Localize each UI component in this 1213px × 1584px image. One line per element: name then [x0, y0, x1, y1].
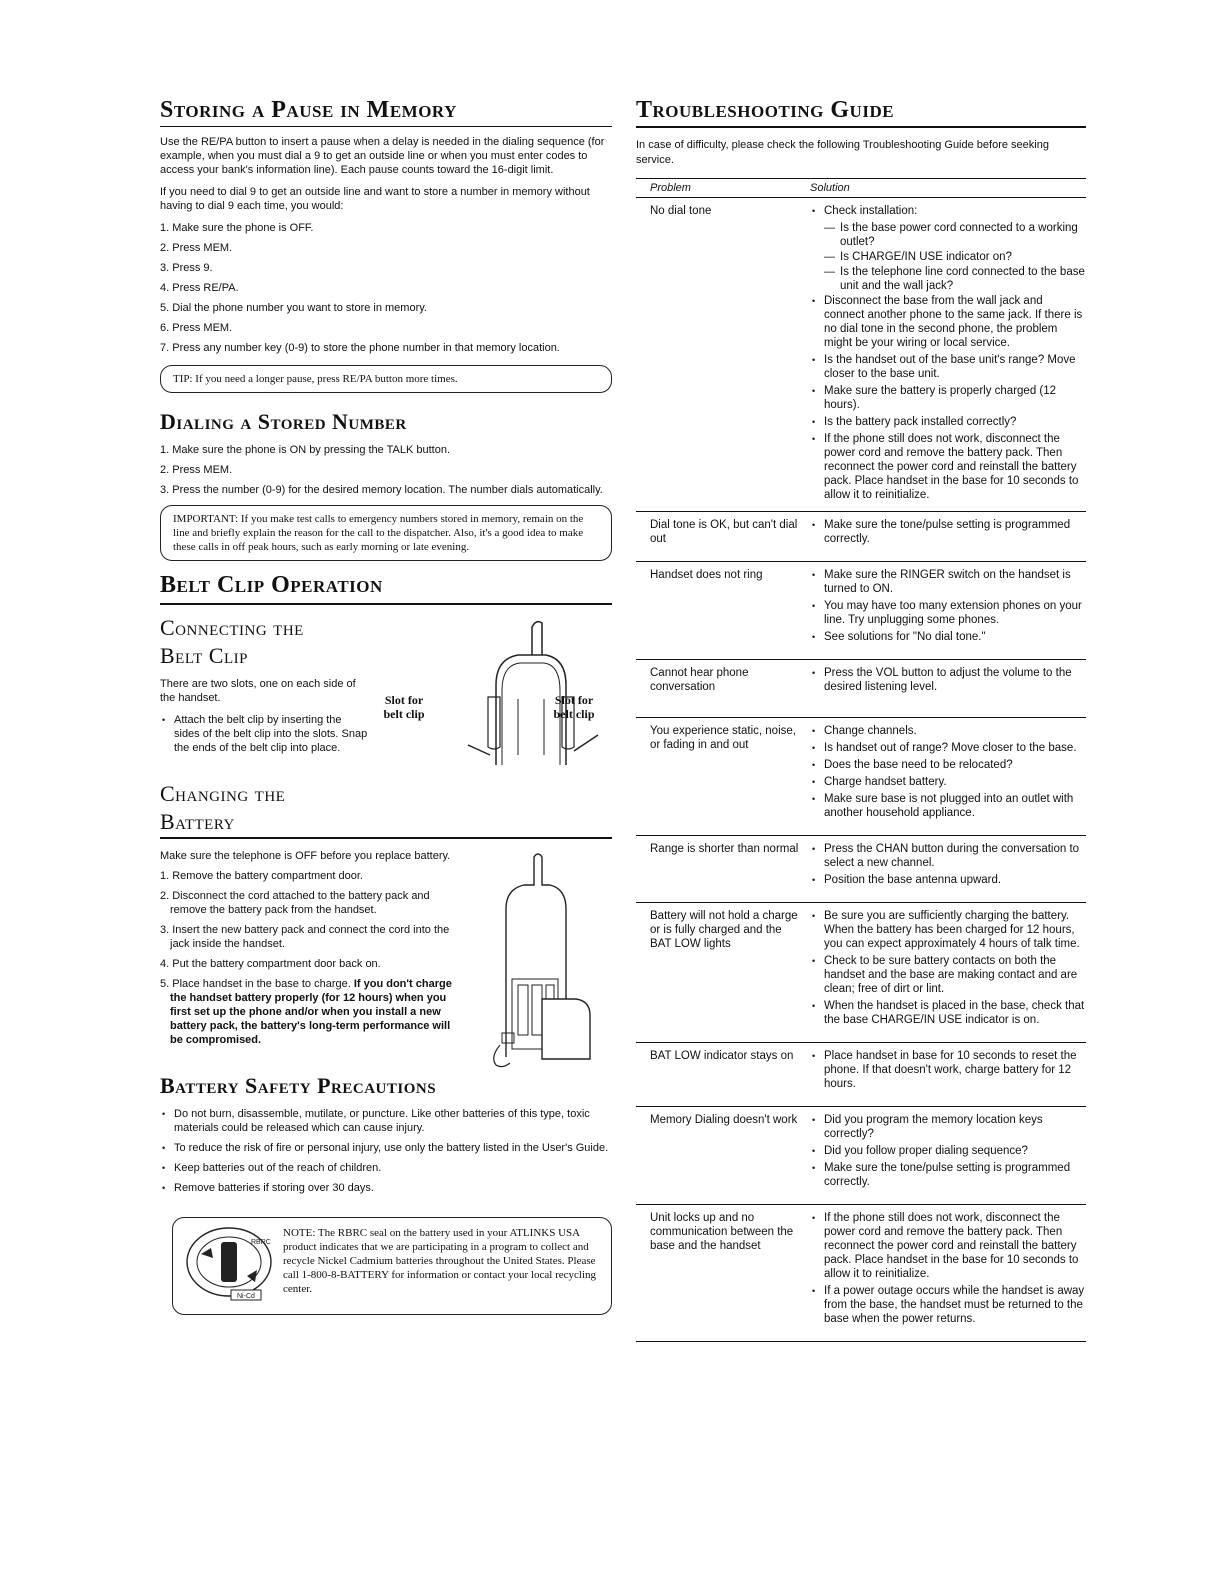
list-item: • Do not burn, disassemble, mutilate, or puncture. Like other batteries of this type, toxic materials could be released which can cause injury. — [160, 1107, 612, 1135]
list-item: • When the handset is placed in the base, check that the base CHARGE/IN USE indicator is on. — [810, 999, 1086, 1027]
list-item: • Is the battery pack installed correctly? — [810, 415, 1086, 429]
list-item: • Did you program the memory location keys correctly? — [810, 1113, 1086, 1141]
list-item: • Is handset out of range? Move closer to the base. — [810, 741, 1086, 755]
solution-cell — [806, 512, 1086, 555]
solution-cell — [806, 562, 1086, 653]
list-item: 2. Press MEM. — [160, 242, 233, 254]
beltclip-text: There are two slots, one on each side of the handset. — [160, 678, 356, 704]
battery-title-1: Changing the — [160, 781, 286, 806]
step5-warning: If you don't charge the handset battery properly (for 12 hours) when you first set up the phone and/or when you install a new battery pack, the battery's long-term performance will be compromised. — [170, 978, 452, 1046]
list-item: — Is the telephone line cord connected to the base unit and the wall jack? — [810, 265, 1086, 293]
list-item: • Keep batteries out of the reach of children. — [160, 1161, 612, 1175]
list-item: • Make sure the tone/pulse setting is programmed correctly. — [810, 518, 1086, 546]
list-item: 3. Press the number (0-9) for the desired memory location. The number dials automatically. — [160, 484, 603, 496]
table-row — [636, 1205, 1086, 1342]
list-item: 5. Dial the phone number you want to store in memory. — [160, 302, 427, 314]
storing-intro: Use the RE/PA button to insert a pause when a delay is needed in the dialing sequence (for example, when you must dial a 9 to get an outside line or when you must enter codes to access your bank's information line). Each pause counts toward the 16-digit limit. — [160, 136, 605, 176]
list-item: — Is the base power cord connected to a working outlet? — [810, 221, 1086, 249]
list-item: 3. Press 9. — [160, 262, 213, 274]
list-item: — Is CHARGE/IN USE indicator on? — [810, 250, 1086, 264]
problem-cell: Dial tone is OK, but can't dial out — [650, 519, 798, 545]
list-item: • Place handset in base for 10 seconds to reset the phone. If that doesn't work, charge battery for 12 hours. — [810, 1049, 1086, 1091]
list-item: • If the phone still does not work, disconnect the power cord and remove the battery pack. Then reconnect the power cord and reinstall the battery pack. Place handset in the base for 10 seconds to allow it to reinitialize. — [810, 1211, 1086, 1281]
list-item: • Disconnect the base from the wall jack and connect another phone to the same jack. If there is no dial tone in the second phone, the problem might be your wiring or local service. — [810, 294, 1086, 350]
list-item: 6. Press MEM. — [160, 322, 233, 334]
list-item: • Be sure you are sufficiently charging the battery. When the battery has been charged for 12 hours, you can expect approximately 4 hours of talk time. — [810, 909, 1086, 951]
list-item: • You may have too many extension phones on your line. Try unplugging some phones. — [810, 599, 1086, 627]
list-item: 1. Remove the battery compartment door. — [160, 870, 363, 882]
right-column — [636, 96, 1086, 1342]
list-item: • Change channels. — [810, 724, 1086, 738]
solution-list — [810, 724, 1086, 820]
list-item: • If a power outage occurs while the handset is away from the base, the handset must be returned to the base when the power returns. — [810, 1284, 1086, 1326]
list-item: 7. Press any number key (0-9) to store the phone number in that memory location. — [160, 342, 560, 354]
problem-cell: Unit locks up and no communication between the base and the handset — [650, 1212, 794, 1252]
storing-intro2: If you need to dial 9 to get an outside line and want to store a number in memory without having to dial 9 each time, you would: — [160, 186, 590, 212]
problem-cell: You experience static, noise, or fading in and out — [650, 725, 796, 751]
safety-title: Battery Safety Precautions — [160, 1073, 437, 1098]
solution-list — [810, 1211, 1086, 1326]
beltclip-subtitle-2: Belt Clip — [160, 643, 248, 668]
list-item: • Charge handset battery. — [810, 775, 1086, 789]
rbrc-note: NOTE: The RBRC seal on the battery used in your ATLINKS USA product indicates that we are participating in a program to collect and recycle Nickel Cadmium batteries throughout the United States. Please call 1-800-8-BATTERY for information or contact your local recycling center. — [283, 1227, 596, 1295]
list-item: 2. Press MEM. — [160, 464, 233, 476]
list-item: • If the phone still does not work, disconnect the power cord and remove the battery pack. Then reconnect the power cord and reinstall the battery pack. Place handset in the base for 10 seconds to allow it to reinitialize. — [810, 432, 1086, 502]
solution-list — [810, 666, 1086, 694]
table-row — [636, 1107, 1086, 1205]
battery-replacement-illustration — [480, 849, 612, 1069]
troubleshooting-title: Troubleshooting Guide — [636, 96, 1086, 128]
rbrc-note-box — [172, 1217, 612, 1315]
table-row — [636, 718, 1086, 836]
list-item: 4. Put the battery compartment door back on. — [160, 958, 381, 970]
solution-list — [810, 204, 1086, 502]
list-item: • Position the base antenna upward. — [810, 873, 1086, 887]
table-header — [636, 178, 1086, 198]
step5-text: 5. Place handset in the base to charge. — [160, 978, 354, 990]
rbrc-seal-icon — [181, 1224, 277, 1304]
list-item: 4. Press RE/PA. — [160, 282, 239, 294]
solution-cell — [806, 198, 1086, 511]
table-row — [636, 903, 1086, 1043]
dialing-title: Dialing a Stored Number — [160, 409, 407, 434]
list-item: • Press the VOL button to adjust the volume to the desired listening level. — [810, 666, 1086, 694]
problem-cell: BAT LOW indicator stays on — [650, 1050, 794, 1062]
tip-box: TIP: If you need a longer pause, press RE/PA button more times. — [160, 365, 612, 393]
battery-intro: Make sure the telephone is OFF before you replace battery. — [160, 850, 451, 862]
list-item: 3. Insert the new battery pack and connect the cord into the jack inside the handset. — [160, 924, 450, 950]
solution-list — [810, 518, 1086, 546]
list-item: • Is the handset out of the base unit's range? Move closer to the base unit. — [810, 353, 1086, 381]
list-item: • See solutions for "No dial tone." — [810, 630, 1086, 644]
battery-section — [160, 849, 612, 1069]
storing-title: Storing a Pause in Memory — [160, 96, 612, 127]
list-item: 1. Make sure the phone is OFF. — [160, 222, 314, 234]
list-item: • Does the base need to be relocated? — [810, 758, 1086, 772]
solution-list — [810, 1049, 1086, 1091]
list-item: 2. Disconnect the cord attached to the battery pack and remove the battery pack from the handset. — [160, 890, 430, 916]
table-row — [636, 660, 1086, 718]
problem-cell: Handset does not ring — [650, 569, 763, 581]
table-row — [636, 198, 1086, 512]
troubleshooting-intro: In case of difficulty, please check the following Troubleshooting Guide before seeking service. — [636, 139, 1049, 166]
list-item: • Check to be sure battery contacts on both the handset and the base are making contact and are clean; free of dirt or lint. — [810, 954, 1086, 996]
dialing-steps — [160, 443, 612, 497]
list-item: • Make sure the RINGER switch on the handset is turned to ON. — [810, 568, 1086, 596]
solution-cell — [806, 836, 1086, 896]
safety-list — [160, 1107, 612, 1195]
table-row — [636, 512, 1086, 562]
problem-cell: Memory Dialing doesn't work — [650, 1114, 798, 1126]
table-row — [636, 1043, 1086, 1107]
important-box: IMPORTANT: If you make test calls to emergency numbers stored in memory, remain on the line and briefly explain the reason for the call to the dispatcher. Also, it's a good idea to make these calls in off peak hours, such as early morning or late evening. — [160, 505, 612, 561]
solution-cell — [806, 903, 1086, 1036]
beltclip-section — [160, 615, 612, 773]
storing-steps — [160, 221, 612, 355]
list-item: • Make sure the tone/pulse setting is programmed correctly. — [810, 1161, 1086, 1189]
solution-cell — [806, 1107, 1086, 1198]
troubleshooting-table — [636, 198, 1086, 1342]
battery-steps — [160, 869, 460, 1047]
solution-list — [810, 568, 1086, 644]
col-problem: Problem — [650, 182, 691, 194]
list-item: • Check installation: — [810, 204, 1086, 218]
list-item: • Remove batteries if storing over 30 days. — [160, 1181, 612, 1195]
table-row — [636, 562, 1086, 660]
solution-list — [810, 909, 1086, 1027]
solution-list — [810, 842, 1086, 887]
beltclip-bullets — [160, 713, 370, 761]
beltclip-subtitle-1: Connecting the — [160, 615, 304, 640]
solution-cell — [806, 1205, 1086, 1335]
seal-text: RBRC — [251, 1239, 271, 1246]
battery-title-2: Battery — [160, 809, 612, 839]
slot-label-right: Slot for belt clip — [553, 693, 595, 721]
problem-cell: No dial tone — [650, 205, 712, 217]
solution-list — [810, 1113, 1086, 1189]
solution-cell — [806, 660, 1086, 703]
list-item: • Press the CHAN button during the conversation to select a new channel. — [810, 842, 1086, 870]
problem-cell: Cannot hear phone conversation — [650, 667, 749, 693]
list-item: 1. Make sure the phone is ON by pressing the TALK button. — [160, 444, 451, 456]
solution-cell — [806, 1043, 1086, 1100]
problem-cell: Battery will not hold a charge or is fully charged and the BAT LOW lights — [650, 910, 798, 950]
list-item — [160, 977, 460, 1047]
seal-sub: Ni-Cd — [237, 1293, 255, 1300]
beltclip-title: Belt Clip Operation — [160, 571, 612, 605]
list-item: • Did you follow proper dialing sequence? — [810, 1144, 1086, 1158]
table-row — [636, 836, 1086, 903]
problem-cell: Range is shorter than normal — [650, 843, 799, 855]
slot-label-left: Slot for belt clip — [383, 693, 425, 721]
list-item: • Make sure base is not plugged into an outlet with another household appliance. — [810, 792, 1086, 820]
list-item: • To reduce the risk of fire or personal injury, use only the battery listed in the User's Guide. — [160, 1141, 612, 1155]
list-item: • Make sure the battery is properly charged (12 hours). — [810, 384, 1086, 412]
solution-cell — [806, 718, 1086, 829]
list-item: • Attach the belt clip by inserting the sides of the belt clip into the slots. Snap the ends of the belt clip into place. — [160, 713, 370, 755]
col-solution: Solution — [810, 182, 850, 194]
left-column — [160, 96, 612, 1315]
